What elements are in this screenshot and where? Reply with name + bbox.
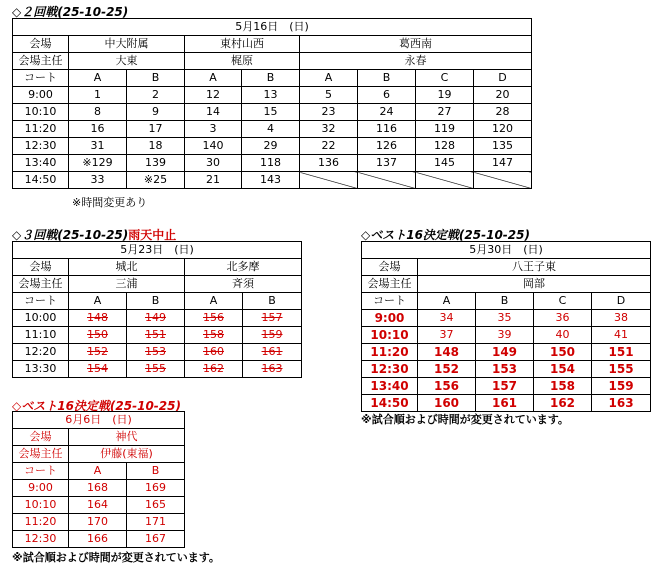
- match-cell: 152: [418, 361, 476, 378]
- match-cell: 150: [69, 327, 127, 344]
- venue-cell: 八王子東: [418, 259, 651, 276]
- court-header: C: [416, 70, 474, 87]
- match-cell: 128: [416, 138, 474, 155]
- best16-b-table: [361, 241, 651, 412]
- schedule-row: [13, 155, 532, 172]
- match-cell: 160: [185, 344, 243, 361]
- match-cell: 163: [592, 395, 651, 412]
- match-cell: 158: [185, 327, 243, 344]
- court-label: コート: [362, 293, 418, 310]
- court-header: B: [476, 293, 534, 310]
- match-cell: 135: [474, 138, 532, 155]
- match-cell: 153: [476, 361, 534, 378]
- match-cell: 13: [242, 87, 300, 104]
- chief-cell: 三浦: [69, 276, 185, 293]
- time-cell: 14:50: [362, 395, 418, 412]
- match-cell: [300, 172, 358, 189]
- match-cell: 31: [69, 138, 127, 155]
- court-header: B: [127, 70, 185, 87]
- match-cell: 4: [242, 121, 300, 138]
- venue-cell: 葛西南: [300, 36, 532, 53]
- match-cell: 157: [476, 378, 534, 395]
- court-label: コート: [13, 70, 69, 87]
- court-header: D: [474, 70, 532, 87]
- time-cell: 12:30: [13, 138, 69, 155]
- court-header: B: [127, 293, 185, 310]
- match-cell: 34: [418, 310, 476, 327]
- match-cell: 22: [300, 138, 358, 155]
- match-cell: 149: [127, 310, 185, 327]
- venue-cell: 北多摩: [185, 259, 302, 276]
- schedule-row: [13, 344, 302, 361]
- match-cell: 158: [534, 378, 592, 395]
- schedule-row: [13, 172, 532, 189]
- match-cell: 154: [69, 361, 127, 378]
- match-cell: 9: [127, 104, 185, 121]
- schedule-row: [362, 327, 651, 344]
- venue-cell: 城北: [69, 259, 185, 276]
- match-cell: 12: [185, 87, 242, 104]
- round3-table: [12, 241, 302, 378]
- chief-label: 会場主任: [13, 446, 69, 463]
- match-cell: 159: [243, 327, 302, 344]
- match-cell: 149: [476, 344, 534, 361]
- match-cell: 156: [185, 310, 243, 327]
- match-cell: [474, 172, 532, 189]
- time-cell: 14:50: [13, 172, 69, 189]
- schedule-row: [13, 104, 532, 121]
- match-cell: 153: [127, 344, 185, 361]
- match-cell: 167: [127, 531, 185, 548]
- match-cell: 39: [476, 327, 534, 344]
- round3-heading-text: ◇３回戦(25-10-25): [12, 228, 129, 242]
- match-cell: 27: [416, 104, 474, 121]
- court-header: D: [592, 293, 651, 310]
- time-cell: 9:00: [13, 87, 69, 104]
- match-cell: 35: [476, 310, 534, 327]
- best16-b-heading: ◇ベスト16決定戦(25-10-25): [361, 228, 530, 242]
- match-cell: 120: [474, 121, 532, 138]
- match-cell: 17: [127, 121, 185, 138]
- best16-a-table: [12, 411, 185, 548]
- time-cell: 12:30: [362, 361, 418, 378]
- schedule-row: [13, 480, 185, 497]
- match-cell: 162: [185, 361, 243, 378]
- time-cell: 11:20: [13, 121, 69, 138]
- schedule-row: [13, 497, 185, 514]
- schedule-row: [13, 138, 532, 155]
- match-cell: 137: [358, 155, 416, 172]
- chief-cell: 梶原: [185, 53, 300, 70]
- match-cell: 150: [534, 344, 592, 361]
- date-cell: 5月23日 (日): [13, 242, 302, 259]
- match-cell: 30: [185, 155, 242, 172]
- best16-b-note: ※試合順および時間が変更されています。: [361, 413, 569, 426]
- venue-label: 会場: [13, 36, 69, 53]
- match-cell: 143: [242, 172, 300, 189]
- match-cell: 171: [127, 514, 185, 531]
- match-cell: 3: [185, 121, 242, 138]
- court-header: A: [185, 293, 243, 310]
- match-cell: 139: [127, 155, 185, 172]
- match-cell: 170: [69, 514, 127, 531]
- court-header: A: [300, 70, 358, 87]
- chief-label: 会場主任: [13, 276, 69, 293]
- match-cell: 140: [185, 138, 242, 155]
- match-cell: 21: [185, 172, 242, 189]
- time-cell: 11:20: [362, 344, 418, 361]
- time-cell: 13:30: [13, 361, 69, 378]
- match-cell: 116: [358, 121, 416, 138]
- match-cell: 40: [534, 327, 592, 344]
- match-cell: 159: [592, 378, 651, 395]
- match-cell: 166: [69, 531, 127, 548]
- venue-label: 会場: [13, 259, 69, 276]
- match-cell: 20: [474, 87, 532, 104]
- match-cell: 36: [534, 310, 592, 327]
- schedule-row: [13, 531, 185, 548]
- schedule-row: [362, 395, 651, 412]
- chief-cell: 大東: [69, 53, 185, 70]
- match-cell: 161: [243, 344, 302, 361]
- match-cell: 18: [127, 138, 185, 155]
- court-header: B: [242, 70, 300, 87]
- court-header: B: [358, 70, 416, 87]
- match-cell: 163: [243, 361, 302, 378]
- court-label: コート: [13, 463, 69, 480]
- court-header: A: [185, 70, 242, 87]
- venue-label: 会場: [362, 259, 418, 276]
- match-cell: 154: [534, 361, 592, 378]
- match-cell: 6: [358, 87, 416, 104]
- match-cell: 16: [69, 121, 127, 138]
- match-cell: [358, 172, 416, 189]
- match-cell: 156: [418, 378, 476, 395]
- chief-cell: 永春: [300, 53, 532, 70]
- match-cell: 37: [418, 327, 476, 344]
- match-cell: 41: [592, 327, 651, 344]
- chief-cell: 岡部: [418, 276, 651, 293]
- schedule-row: [13, 310, 302, 327]
- match-cell: 136: [300, 155, 358, 172]
- schedule-row: [362, 310, 651, 327]
- court-label: コート: [13, 293, 69, 310]
- match-cell: 148: [69, 310, 127, 327]
- match-cell: 160: [418, 395, 476, 412]
- match-cell: 24: [358, 104, 416, 121]
- schedule-row: [13, 361, 302, 378]
- match-cell: 169: [127, 480, 185, 497]
- best16-a-heading: ◇ベスト16決定戦(25-10-25): [12, 399, 181, 413]
- match-cell: 33: [69, 172, 127, 189]
- time-cell: 13:40: [362, 378, 418, 395]
- court-header: C: [534, 293, 592, 310]
- match-cell: 151: [127, 327, 185, 344]
- match-cell: 5: [300, 87, 358, 104]
- venue-cell: 東村山西: [185, 36, 300, 53]
- round2-table: [12, 18, 532, 189]
- match-cell: 38: [592, 310, 651, 327]
- court-header: B: [243, 293, 302, 310]
- match-cell: 28: [474, 104, 532, 121]
- round2-note: ※時間変更あり: [72, 196, 148, 209]
- match-cell: 168: [69, 480, 127, 497]
- time-cell: 9:00: [362, 310, 418, 327]
- match-cell: 151: [592, 344, 651, 361]
- time-cell: 10:00: [13, 310, 69, 327]
- schedule-row: [362, 378, 651, 395]
- match-cell: 155: [592, 361, 651, 378]
- court-header: A: [418, 293, 476, 310]
- match-cell: 165: [127, 497, 185, 514]
- best16-a-note: ※試合順および時間が変更されています。: [12, 551, 220, 564]
- match-cell: 162: [534, 395, 592, 412]
- match-cell: 19: [416, 87, 474, 104]
- match-cell: 164: [69, 497, 127, 514]
- match-cell: 118: [242, 155, 300, 172]
- schedule-row: [13, 121, 532, 138]
- time-cell: 11:10: [13, 327, 69, 344]
- time-cell: 10:10: [13, 104, 69, 121]
- schedule-row: [13, 514, 185, 531]
- court-header: A: [69, 463, 127, 480]
- schedule-row: [362, 361, 651, 378]
- match-cell: 1: [69, 87, 127, 104]
- venue-cell: 中大附属: [69, 36, 185, 53]
- match-cell: 155: [127, 361, 185, 378]
- time-cell: 13:40: [13, 155, 69, 172]
- round2-heading: ◇２回戦(25-10-25): [12, 5, 129, 19]
- match-cell: ※129: [69, 155, 127, 172]
- court-header: A: [69, 70, 127, 87]
- match-cell: 148: [418, 344, 476, 361]
- court-header: A: [69, 293, 127, 310]
- match-cell: 152: [69, 344, 127, 361]
- court-header: B: [127, 463, 185, 480]
- date-cell: 5月30日 (日): [362, 242, 651, 259]
- venue-cell: 神代: [69, 429, 185, 446]
- time-cell: 10:10: [13, 497, 69, 514]
- match-cell: 14: [185, 104, 242, 121]
- match-cell: [416, 172, 474, 189]
- chief-cell: 伊藤(東福): [69, 446, 185, 463]
- date-cell: 5月16日 (日): [13, 19, 532, 36]
- match-cell: 2: [127, 87, 185, 104]
- chief-cell: 斉須: [185, 276, 302, 293]
- schedule-row: [13, 327, 302, 344]
- match-cell: 119: [416, 121, 474, 138]
- venue-label: 会場: [13, 429, 69, 446]
- schedule-row: [13, 87, 532, 104]
- schedule-row: [362, 344, 651, 361]
- time-cell: 12:20: [13, 344, 69, 361]
- match-cell: ※25: [127, 172, 185, 189]
- match-cell: 161: [476, 395, 534, 412]
- date-cell: 6月6日 (日): [13, 412, 185, 429]
- match-cell: 29: [242, 138, 300, 155]
- match-cell: 8: [69, 104, 127, 121]
- match-cell: 23: [300, 104, 358, 121]
- time-cell: 10:10: [362, 327, 418, 344]
- chief-label: 会場主任: [362, 276, 418, 293]
- match-cell: 145: [416, 155, 474, 172]
- time-cell: 12:30: [13, 531, 69, 548]
- match-cell: 147: [474, 155, 532, 172]
- time-cell: 11:20: [13, 514, 69, 531]
- match-cell: 157: [243, 310, 302, 327]
- time-cell: 9:00: [13, 480, 69, 497]
- chief-label: 会場主任: [13, 53, 69, 70]
- rain-cancel-label: 雨天中止: [128, 228, 177, 242]
- match-cell: 126: [358, 138, 416, 155]
- match-cell: 32: [300, 121, 358, 138]
- match-cell: 15: [242, 104, 300, 121]
